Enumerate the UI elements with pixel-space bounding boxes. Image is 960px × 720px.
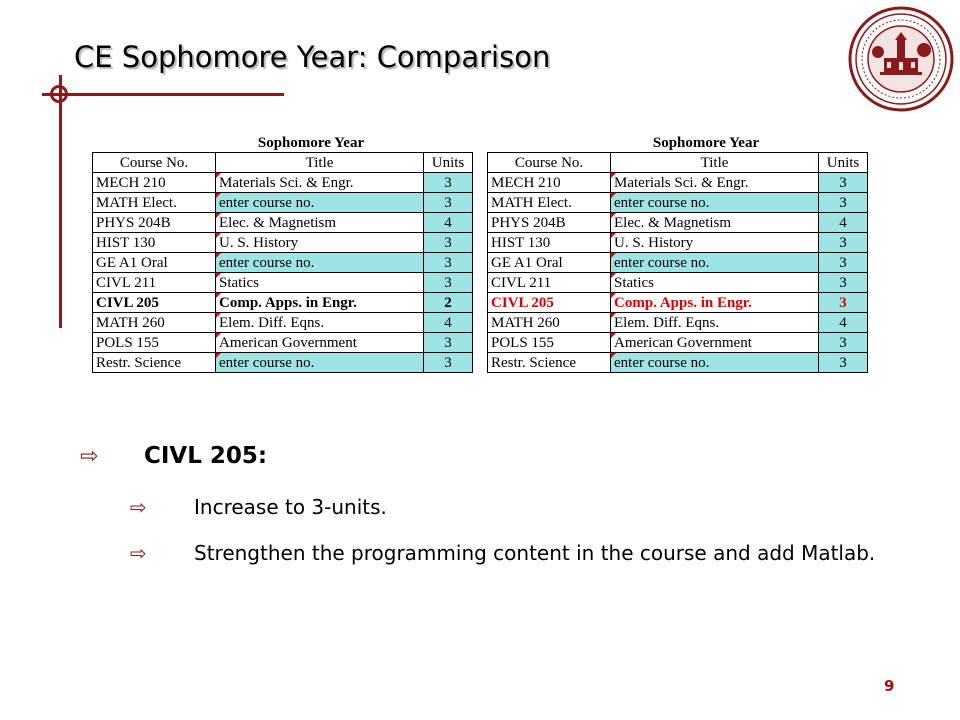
table-row (488, 333, 868, 353)
title-cell: enter course no. (216, 253, 424, 273)
title-cell: enter course no. (216, 193, 424, 213)
col-header-units: Units (424, 153, 473, 173)
sub-bullet (130, 534, 910, 572)
units-cell: 3 (424, 173, 473, 193)
title-cell: Elec. & Magnetism (216, 213, 424, 233)
course-cell: MATH Elect. (93, 193, 216, 213)
units-cell: 3 (424, 353, 473, 373)
title-cell: enter course no. (611, 193, 819, 213)
bullet-main-text: CIVL 205: (144, 443, 268, 469)
table-row-civl205-highlighted (488, 293, 868, 313)
course-cell: GE A1 Oral (93, 253, 216, 273)
course-cell: CIVL 205 (93, 293, 216, 313)
units-cell: 3 (819, 333, 868, 353)
title-cell: enter course no. (611, 353, 819, 373)
right-course-table (487, 134, 867, 373)
course-cell: HIST 130 (93, 233, 216, 253)
left-vertical-rule (59, 75, 62, 328)
course-cell: GE A1 Oral (488, 253, 611, 273)
units-cell: 3 (424, 253, 473, 273)
units-cell: 4 (424, 313, 473, 333)
units-cell: 3 (424, 193, 473, 213)
col-header-units: Units (819, 153, 868, 173)
title-cell: Elem. Diff. Eqns. (216, 313, 424, 333)
table-row (93, 193, 473, 213)
units-cell: 3 (424, 233, 473, 253)
table-row (93, 213, 473, 233)
table-row-civl205 (93, 293, 473, 313)
units-cell: 3 (819, 353, 868, 373)
title-cell: Statics (611, 273, 819, 293)
title-underline (42, 93, 284, 96)
bullet-list (80, 432, 910, 572)
arrow-bullet-icon: ⇨ (130, 541, 147, 565)
title-cell: U. S. History (611, 233, 819, 253)
course-cell: CIVL 211 (488, 273, 611, 293)
units-cell: 3 (819, 193, 868, 213)
units-cell: 3 (424, 273, 473, 293)
title-cell: Comp. Apps. in Engr. (611, 293, 819, 313)
table-row (93, 313, 473, 333)
course-table (487, 152, 868, 373)
title-cell: American Government (216, 333, 424, 353)
table-row (93, 253, 473, 273)
title-cell: enter course no. (216, 353, 424, 373)
table-row (93, 233, 473, 253)
units-cell: 3 (819, 173, 868, 193)
title-cell: Elec. & Magnetism (611, 213, 819, 233)
course-cell: Restr. Science (488, 353, 611, 373)
units-cell: 3 (819, 233, 868, 253)
table-row (93, 273, 473, 293)
col-header-course: Course No. (488, 153, 611, 173)
title-cell: enter course no. (611, 253, 819, 273)
col-header-title: Title (216, 153, 424, 173)
arrow-bullet-icon: ⇨ (80, 443, 99, 469)
title-cell: U. S. History (216, 233, 424, 253)
sub-bullet-text: Strengthen the programming content in the course and add Matlab. (194, 541, 876, 565)
course-table (92, 152, 473, 373)
table-row (93, 353, 473, 373)
table-caption: Sophomore Year (652, 135, 760, 151)
course-cell: MATH 260 (93, 313, 216, 333)
course-cell: HIST 130 (488, 233, 611, 253)
units-cell: 2 (424, 293, 473, 313)
left-course-table (92, 134, 472, 373)
bullet-main (80, 432, 910, 480)
university-seal-icon (848, 6, 954, 112)
arrow-bullet-icon: ⇨ (130, 495, 147, 519)
table-row (488, 173, 868, 193)
table-row (488, 253, 868, 273)
units-cell: 4 (819, 213, 868, 233)
col-header-course: Course No. (93, 153, 216, 173)
course-cell: MECH 210 (93, 173, 216, 193)
table-row (488, 193, 868, 213)
table-row (488, 213, 868, 233)
table-header-row (93, 153, 473, 173)
table-row (93, 173, 473, 193)
units-cell: 3 (819, 273, 868, 293)
sub-bullet (130, 488, 910, 526)
course-cell: CIVL 205 (488, 293, 611, 313)
units-cell: 4 (424, 213, 473, 233)
units-cell: 3 (424, 333, 473, 353)
table-row (488, 233, 868, 253)
course-cell: MECH 210 (488, 173, 611, 193)
course-cell: MATH Elect. (488, 193, 611, 213)
title-cell: American Government (611, 333, 819, 353)
table-row (93, 333, 473, 353)
course-cell: PHYS 204B (488, 213, 611, 233)
table-row (488, 313, 868, 333)
title-cell: Elem. Diff. Eqns. (611, 313, 819, 333)
course-cell: PHYS 204B (93, 213, 216, 233)
table-row (488, 353, 868, 373)
col-header-title: Title (611, 153, 819, 173)
course-cell: CIVL 211 (93, 273, 216, 293)
table-caption: Sophomore Year (257, 135, 365, 151)
title-cell: Materials Sci. & Engr. (611, 173, 819, 193)
course-cell: POLS 155 (93, 333, 216, 353)
page-number: 9 (884, 677, 895, 695)
slide-title: CE Sophomore Year: Comparison (74, 40, 551, 74)
sub-bullet-text: Increase to 3-units. (194, 495, 387, 519)
course-cell: MATH 260 (488, 313, 611, 333)
course-cell: POLS 155 (488, 333, 611, 353)
crosshair-circle-icon (50, 85, 68, 103)
course-cell: Restr. Science (93, 353, 216, 373)
table-row (488, 273, 868, 293)
units-cell: 3 (819, 253, 868, 273)
units-cell: 3 (819, 293, 868, 313)
title-cell: Materials Sci. & Engr. (216, 173, 424, 193)
units-cell: 4 (819, 313, 868, 333)
table-header-row (488, 153, 868, 173)
title-cell: Statics (216, 273, 424, 293)
title-cell: Comp. Apps. in Engr. (216, 293, 424, 313)
